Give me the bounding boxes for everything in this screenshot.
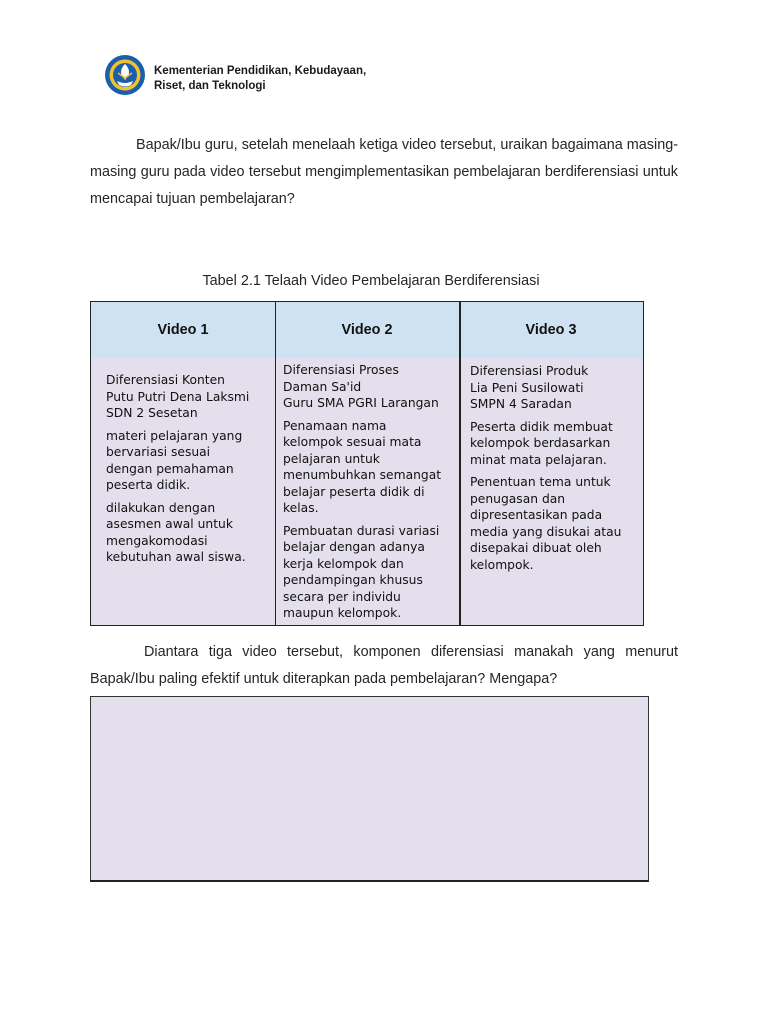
table-column-divider — [459, 302, 461, 625]
cell-text-line: asesmen awal untuk — [106, 517, 233, 531]
cell-text-line: Diferensiasi Konten — [106, 373, 225, 387]
cell-text-line: pendampingan khusus — [283, 573, 423, 587]
table-cell-video-3 — [470, 363, 642, 579]
cell-text-line: dipresentasikan pada — [470, 508, 603, 522]
cell-text-line: Lia Peni Susilowati — [470, 380, 584, 395]
ministry-name — [154, 64, 366, 94]
ministry-name-line2: Riset, dan Teknologi — [154, 80, 266, 92]
table-header-video-2: Video 2 — [341, 322, 393, 338]
table-header-video-1: Video 1 — [157, 322, 209, 338]
cell-text-block — [470, 419, 642, 469]
cell-text-block — [106, 428, 272, 494]
cell-text-line: kelompok berdasarkan — [470, 436, 611, 450]
cell-text-block — [106, 500, 272, 566]
table-column-divider — [275, 302, 276, 625]
cell-text-line: minat mata pelajaran. — [470, 452, 607, 467]
cell-text-line: dengan pemahaman — [106, 461, 234, 476]
cell-text-block — [283, 418, 455, 517]
cell-text-line: dilakukan dengan — [106, 500, 216, 515]
cell-text-line: bervariasi sesuai — [106, 445, 211, 459]
cell-text-line: kelompok. — [470, 557, 534, 572]
cell-text-line: Peserta didik membuat — [470, 419, 613, 434]
cell-text-line: belajar dengan adanya — [283, 540, 425, 554]
cell-text-line: Diferensiasi Proses — [283, 363, 399, 377]
question-paragraph: Diantara tiga video tersebut, komponen diferensiasi manakah yang menurut Bapak/Ibu paling efektif untuk diterapkan pada pembelajaran? Mengapa? — [90, 644, 678, 687]
video-review-table — [90, 301, 644, 626]
cell-text-line: belajar peserta didik di — [283, 484, 425, 499]
cell-text-line: Diferensiasi Produk — [470, 364, 589, 378]
cell-text-line: kerja kelompok dan — [283, 556, 404, 571]
cell-text-line: kelas. — [283, 501, 319, 515]
intro-paragraph: Bapak/Ibu guru, setelah menelaah ketiga video tersebut, uraikan bagaimana masing-masing guru pada video tersebut mengimplementasikan pembelajaran berdiferensiasi untuk mencapai tujuan pembelajaran? — [90, 137, 678, 207]
cell-text-line: secara per individu — [283, 589, 401, 604]
table-header-row — [91, 302, 643, 359]
cell-text-line: Putu Putri Dena Laksmi — [106, 389, 250, 404]
cell-text-line: Daman Sa'id — [283, 379, 362, 394]
cell-text-line: SDN 2 Sesetan — [106, 406, 198, 420]
cell-text-line: Guru SMA PGRI Larangan — [283, 396, 439, 410]
cell-text-line: media yang disukai atau — [470, 524, 622, 539]
ministry-name-line1: Kementerian Pendidikan, Kebudayaan, — [154, 65, 367, 77]
cell-text-line: mengakomodasi — [106, 533, 208, 548]
cell-text-line: materi pelajaran yang — [106, 428, 243, 443]
cell-text-line: SMPN 4 Saradan — [470, 397, 572, 411]
answer-box[interactable] — [90, 696, 649, 882]
cell-text-line: peserta didik. — [106, 478, 191, 492]
cell-text-line: Pembuatan durasi variasi — [283, 523, 440, 538]
table-body-row — [91, 358, 643, 625]
cell-text-line: pelajaran untuk — [283, 451, 380, 466]
cell-text-line: disepakai dibuat oleh — [470, 541, 602, 555]
cell-text-line: menumbuhkan semangat — [283, 468, 442, 482]
table-header-video-3: Video 3 — [525, 322, 577, 338]
cell-text-line: maupun kelompok. — [283, 606, 402, 620]
cell-text-block — [470, 474, 642, 573]
cell-text-block — [283, 362, 455, 412]
table-caption: Tabel 2.1 Telaah Video Pembelajaran Berdiferensiasi — [202, 273, 540, 289]
tut-wuri-handayani-logo-icon — [104, 54, 146, 96]
cell-text-block — [283, 523, 455, 622]
cell-text-block — [106, 372, 272, 422]
cell-text-line: Penamaan nama — [283, 418, 387, 433]
cell-text-line: Penentuan tema untuk — [470, 475, 611, 489]
cell-text-line: penugasan dan — [470, 491, 566, 506]
cell-text-block — [470, 363, 642, 413]
ministry-header — [98, 50, 398, 104]
table-cell-video-2 — [283, 362, 455, 628]
cell-text-line: kelompok sesuai mata — [283, 435, 422, 449]
table-cell-video-1 — [106, 372, 272, 572]
cell-text-line: kebutuhan awal siswa. — [106, 550, 246, 564]
